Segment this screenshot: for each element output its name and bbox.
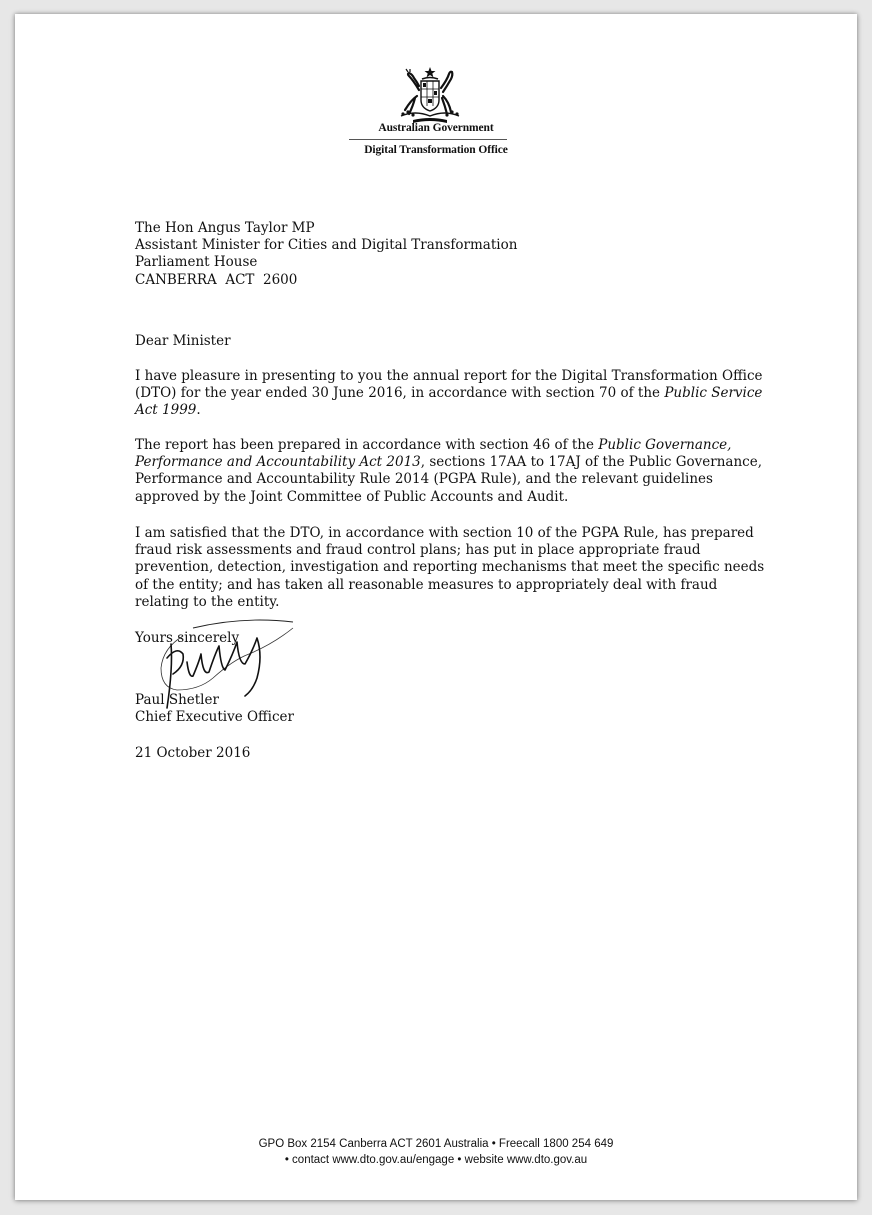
paragraph-2 <box>135 437 775 506</box>
closing: Yours sincerely <box>135 630 240 646</box>
letter-date: 21 October 2016 <box>135 745 251 761</box>
government-name: Australian Government <box>378 122 494 134</box>
footer-line-2: • contact www.dto.gov.au/engage • website www.dto.gov.au <box>284 1154 588 1166</box>
signer-block <box>135 692 775 726</box>
letter-page <box>15 14 857 1200</box>
paragraph-1 <box>135 368 775 420</box>
letterhead-divider <box>349 139 507 140</box>
recipient-address <box>135 220 775 289</box>
recipient-address-line: Parliament House <box>135 254 258 271</box>
paragraph-1-act-name: Public Service Act 1999 <box>135 385 763 419</box>
paragraph-2-text-a: The report has been prepared in accordance with section 46 of the <box>135 437 599 453</box>
paragraph-2-act-name: Public Governance, Performance and Accountability Act 2013 <box>135 437 732 471</box>
salutation: Dear Minister <box>135 333 231 349</box>
coat-of-arms-icon <box>395 66 465 124</box>
recipient-city: CANBERRA ACT 2600 <box>135 271 298 288</box>
paragraph-1-text-a: I have pleasure in presenting to you the annual report for the Digital Transformation Office (DTO) for the year ended 30 June 2016, in accordance with section 70 of the <box>135 368 763 402</box>
office-name: Digital Transformation Office <box>364 144 508 156</box>
recipient-title: Assistant Minister for Cities and Digital Transformation <box>135 237 518 254</box>
footer-line-1: GPO Box 2154 Canberra ACT 2601 Australia • Freecall 1800 254 649 <box>258 1138 614 1150</box>
paragraph-1-text-b: . <box>196 402 201 419</box>
signer-title: Chief Executive Officer <box>135 709 294 726</box>
signer-name: Paul Shetler <box>135 692 219 708</box>
recipient-name: The Hon Angus Taylor MP <box>135 220 315 236</box>
footer <box>15 1136 857 1168</box>
paragraph-3 <box>135 525 775 611</box>
paragraph-2-text-b: , sections 17AA to 17AJ of the Public Governance, Performance and Accountability Rule 2014 (PGPA Rule), and the relevant guidelines approved by the Joint Committee of Public Accounts and Audit. <box>135 454 763 505</box>
paragraph-3-text: I am satisfied that the DTO, in accordance with section 10 of the PGPA Rule, has prepared fraud risk assessments and fraud control plans; has put in place appropriate fraud prevention, detection, investigation and reporting mechanisms that meet the specific needs of the entity; and has taken all reasonable measures to appropriately deal with fraud relating to the entity. <box>135 525 765 610</box>
